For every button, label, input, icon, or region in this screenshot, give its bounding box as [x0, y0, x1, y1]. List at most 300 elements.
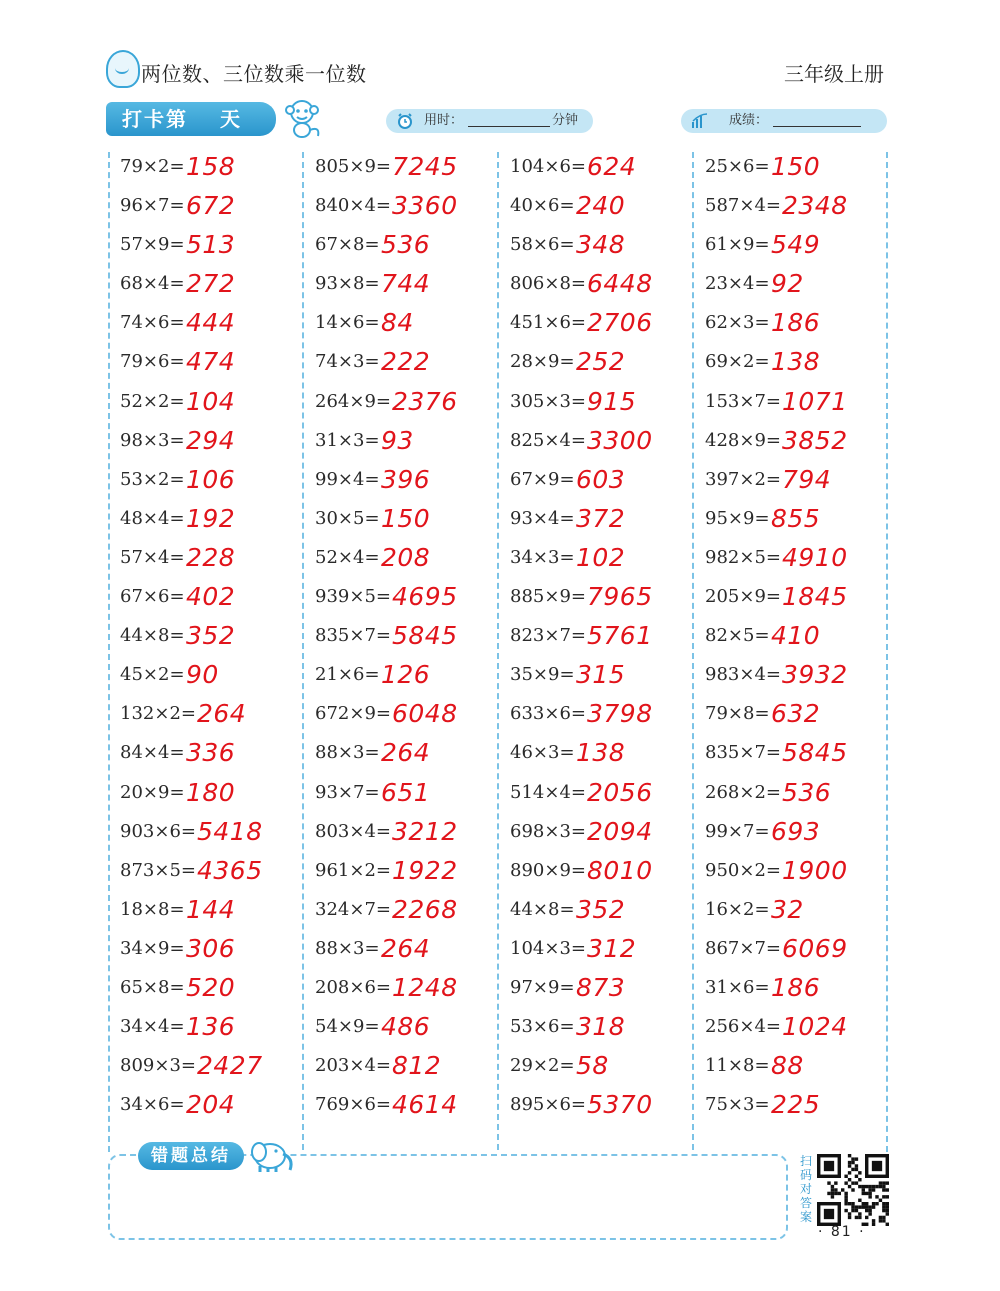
exercise-row — [108, 1051, 298, 1090]
handwritten-answer[interactable]: 264 — [197, 699, 247, 729]
handwritten-answer[interactable]: 294 — [186, 425, 236, 455]
exercise-row — [108, 1090, 298, 1129]
exercise-row — [498, 856, 688, 895]
handwritten-answer[interactable]: 5418 — [197, 816, 263, 846]
equation-text: 96×7= — [120, 195, 185, 217]
handwritten-answer[interactable]: 104 — [186, 386, 236, 416]
exercise-row — [693, 426, 883, 465]
exercise-row — [303, 934, 493, 973]
handwritten-answer[interactable]: 222 — [381, 347, 431, 377]
handwritten-answer[interactable]: 348 — [576, 230, 626, 260]
exercise-row — [693, 152, 883, 191]
exercise-row — [498, 308, 688, 347]
equation-text: 16×2= — [705, 898, 770, 920]
equation-text: 803×4= — [315, 820, 391, 842]
handwritten-answer[interactable]: 402 — [186, 582, 236, 612]
exercise-row — [693, 387, 883, 426]
exercise-row — [498, 543, 688, 582]
mistakes-title: 错题总结 — [138, 1142, 244, 1170]
equation-text: 28×9= — [510, 351, 575, 373]
exercise-row — [498, 230, 688, 269]
exercise-column-4 — [693, 152, 883, 1129]
handwritten-answer[interactable]: 4910 — [782, 542, 848, 572]
equation-text: 93×8= — [315, 273, 380, 295]
exercise-row — [303, 1051, 493, 1090]
exercise-row — [108, 973, 298, 1012]
exercise-row — [498, 387, 688, 426]
exercise-row — [693, 504, 883, 543]
exercise-row — [303, 387, 493, 426]
equation-text: 961×2= — [315, 859, 391, 881]
handwritten-answer[interactable]: 144 — [186, 894, 236, 924]
exercise-row — [303, 895, 493, 934]
exercise-row — [303, 230, 493, 269]
exercise-row — [498, 426, 688, 465]
handwritten-answer[interactable]: 102 — [576, 542, 626, 572]
handwritten-answer[interactable]: 513 — [186, 230, 236, 260]
handwritten-answer[interactable]: 812 — [392, 1051, 442, 1081]
exercise-row — [498, 699, 688, 738]
handwritten-answer[interactable]: 6448 — [587, 269, 653, 299]
exercise-row — [498, 778, 688, 817]
equation-text: 18×8= — [120, 898, 185, 920]
exercise-row — [303, 1012, 493, 1051]
exercise-row — [303, 817, 493, 856]
handwritten-answer[interactable]: 88 — [771, 1051, 804, 1081]
equation-text: 34×3= — [510, 546, 575, 568]
handwritten-answer[interactable]: 794 — [782, 464, 832, 494]
exercise-row — [693, 934, 883, 973]
equation-text: 57×9= — [120, 234, 185, 256]
equation-text: 45×2= — [120, 664, 185, 686]
equation-text: 264×9= — [315, 390, 391, 412]
equation-text: 305×3= — [510, 390, 586, 412]
time-unit: 分钟 — [552, 113, 579, 128]
equation-text: 25×6= — [705, 156, 770, 177]
alarm-clock-icon — [396, 112, 414, 130]
exercise-row — [108, 308, 298, 347]
score-blank-line[interactable] — [773, 126, 861, 127]
handwritten-answer[interactable]: 93 — [381, 425, 414, 455]
equation-text: 268×2= — [705, 781, 781, 803]
handwritten-answer[interactable]: 90 — [186, 660, 219, 690]
exercise-row — [693, 895, 883, 934]
equation-text: 84×4= — [120, 742, 185, 764]
equation-text: 98×3= — [120, 429, 185, 451]
handwritten-answer[interactable]: 208 — [381, 542, 431, 572]
equation-text: 79×8= — [705, 703, 770, 725]
handwritten-answer[interactable]: 6069 — [782, 933, 848, 963]
exercise-row — [693, 817, 883, 856]
handwritten-answer[interactable]: 240 — [576, 191, 626, 221]
exercise-row — [108, 895, 298, 934]
handwritten-answer[interactable]: 7965 — [587, 582, 653, 612]
exercise-row — [108, 191, 298, 230]
equation-text: 30×5= — [315, 507, 380, 529]
handwritten-answer[interactable]: 106 — [186, 464, 236, 494]
equation-text: 939×5= — [315, 586, 391, 608]
handwritten-answer[interactable]: 4365 — [197, 855, 263, 885]
equation-text: 67×9= — [510, 468, 575, 490]
equation-text: 93×4= — [510, 507, 575, 529]
time-field[interactable] — [386, 109, 593, 133]
equation-text: 256×4= — [705, 1016, 781, 1038]
checkin-day-suffix: 天 — [220, 107, 242, 131]
handwritten-answer[interactable]: 228 — [186, 542, 236, 572]
handwritten-answer[interactable]: 204 — [186, 1090, 236, 1120]
equation-text: 40×6= — [510, 195, 575, 217]
exercise-row — [303, 582, 493, 621]
exercise-row — [498, 660, 688, 699]
exercise-row — [693, 621, 883, 660]
time-label: 用时： — [424, 113, 464, 128]
equation-text: 633×6= — [510, 703, 586, 725]
handwritten-answer[interactable]: 744 — [381, 269, 431, 299]
equation-text: 809×3= — [120, 1055, 196, 1077]
equation-text: 35×9= — [510, 664, 575, 686]
handwritten-answer[interactable]: 3300 — [587, 425, 653, 455]
exercise-row — [108, 817, 298, 856]
equation-text: 11×8= — [705, 1055, 770, 1077]
monkey-icon — [280, 96, 324, 140]
exercise-row — [303, 1090, 493, 1129]
handwritten-answer[interactable]: 150 — [771, 152, 821, 181]
equation-text: 983×4= — [705, 664, 781, 686]
equation-text: 34×9= — [120, 937, 185, 959]
equation-text: 20×9= — [120, 781, 185, 803]
score-field[interactable] — [681, 109, 887, 133]
handwritten-answer[interactable]: 486 — [381, 1012, 431, 1042]
equation-text: 823×7= — [510, 625, 586, 647]
handwritten-answer[interactable]: 264 — [381, 933, 431, 963]
checkin-day-prefix: 打卡第 — [122, 107, 188, 131]
handwritten-answer[interactable]: 158 — [186, 152, 236, 181]
exercise-row — [498, 1051, 688, 1090]
equation-text: 58×6= — [510, 234, 575, 256]
page-number: · 81 · — [818, 1224, 866, 1240]
exercise-row — [693, 1090, 883, 1129]
exercise-row — [108, 269, 298, 308]
exercise-row — [303, 543, 493, 582]
handwritten-answer[interactable]: 1922 — [392, 855, 458, 885]
equation-text: 79×6= — [120, 351, 185, 373]
exercise-row — [693, 1012, 883, 1051]
handwritten-answer[interactable]: 32 — [771, 894, 804, 924]
equation-text: 68×4= — [120, 273, 185, 295]
handwritten-answer[interactable]: 92 — [771, 269, 804, 299]
handwritten-answer[interactable]: 2056 — [587, 777, 653, 807]
equation-text: 52×4= — [315, 546, 380, 568]
equation-text: 950×2= — [705, 859, 781, 881]
handwritten-answer[interactable]: 5761 — [587, 621, 653, 651]
exercise-row — [303, 778, 493, 817]
exercise-row — [693, 778, 883, 817]
handwritten-answer[interactable]: 3360 — [392, 191, 458, 221]
handwritten-answer[interactable]: 306 — [186, 933, 236, 963]
handwritten-answer[interactable]: 5370 — [587, 1090, 653, 1120]
equation-text: 903×6= — [120, 820, 196, 842]
handwritten-answer[interactable]: 318 — [576, 1012, 626, 1042]
exercise-row — [498, 817, 688, 856]
page-title: 两位数、三位数乘一位数 — [141, 62, 367, 86]
handwritten-answer[interactable]: 1071 — [782, 386, 848, 416]
equation-text: 93×7= — [315, 781, 380, 803]
equation-text: 867×7= — [705, 937, 781, 959]
exercise-row — [303, 269, 493, 308]
equation-text: 82×5= — [705, 625, 770, 647]
handwritten-answer[interactable]: 272 — [186, 269, 236, 299]
exercise-row — [693, 699, 883, 738]
exercise-column-2 — [303, 152, 493, 1129]
handwritten-answer[interactable]: 603 — [576, 464, 626, 494]
handwritten-answer[interactable]: 873 — [576, 972, 626, 1002]
handwritten-answer[interactable]: 186 — [771, 308, 821, 338]
handwritten-answer[interactable]: 3932 — [782, 660, 848, 690]
equation-text: 67×6= — [120, 586, 185, 608]
handwritten-answer[interactable]: 58 — [576, 1051, 609, 1081]
handwritten-answer[interactable]: 520 — [186, 972, 236, 1002]
equation-text: 74×3= — [315, 351, 380, 373]
handwritten-answer[interactable]: 264 — [381, 738, 431, 768]
equation-text: 79×2= — [120, 156, 185, 177]
equation-text: 428×9= — [705, 429, 781, 451]
equation-text: 61×9= — [705, 234, 770, 256]
equation-text: 57×4= — [120, 546, 185, 568]
exercise-row — [108, 582, 298, 621]
handwritten-answer[interactable]: 138 — [771, 347, 821, 377]
handwritten-answer[interactable]: 8010 — [587, 855, 653, 885]
handwritten-answer[interactable]: 186 — [771, 972, 821, 1002]
header-logo — [106, 50, 140, 88]
handwritten-answer[interactable]: 4614 — [392, 1090, 458, 1120]
handwritten-answer[interactable]: 352 — [576, 894, 626, 924]
handwritten-answer[interactable]: 444 — [186, 308, 236, 338]
equation-text: 203×4= — [315, 1055, 391, 1077]
time-blank-line[interactable] — [468, 126, 550, 127]
handwritten-answer[interactable]: 474 — [186, 347, 236, 377]
equation-text: 982×5= — [705, 546, 781, 568]
handwritten-answer[interactable]: 624 — [587, 152, 637, 181]
handwritten-answer[interactable]: 315 — [576, 660, 626, 690]
equation-text: 65×8= — [120, 976, 185, 998]
handwritten-answer[interactable]: 150 — [381, 503, 431, 533]
handwritten-answer[interactable]: 410 — [771, 621, 821, 651]
handwritten-answer[interactable]: 336 — [186, 738, 236, 768]
exercise-row — [108, 778, 298, 817]
equation-text: 895×6= — [510, 1094, 586, 1116]
exercise-row — [693, 308, 883, 347]
equation-text: 153×7= — [705, 390, 781, 412]
exercise-row — [693, 230, 883, 269]
exercise-row — [498, 895, 688, 934]
exercise-row — [693, 738, 883, 777]
equation-text: 324×7= — [315, 898, 391, 920]
equation-text: 835×7= — [315, 625, 391, 647]
handwritten-answer[interactable]: 536 — [381, 230, 431, 260]
equation-text: 698×3= — [510, 820, 586, 842]
handwritten-answer[interactable]: 549 — [771, 230, 821, 260]
equation-text: 672×9= — [315, 703, 391, 725]
handwritten-answer[interactable]: 312 — [587, 933, 637, 963]
handwritten-answer[interactable]: 651 — [381, 777, 431, 807]
equation-text: 835×7= — [705, 742, 781, 764]
exercise-row — [303, 504, 493, 543]
equation-text: 48×4= — [120, 507, 185, 529]
handwritten-answer[interactable]: 5845 — [392, 621, 458, 651]
exercise-row — [108, 621, 298, 660]
handwritten-answer[interactable]: 672 — [186, 191, 236, 221]
equation-text: 34×6= — [120, 1094, 185, 1116]
handwritten-answer[interactable]: 2376 — [392, 386, 458, 416]
equation-text: 205×9= — [705, 586, 781, 608]
handwritten-answer[interactable]: 5845 — [782, 738, 848, 768]
equation-text: 769×6= — [315, 1094, 391, 1116]
equation-text: 53×6= — [510, 1016, 575, 1038]
equation-text: 88×3= — [315, 937, 380, 959]
equation-text: 451×6= — [510, 312, 586, 334]
handwritten-answer[interactable]: 2094 — [587, 816, 653, 846]
equation-text: 14×6= — [315, 312, 380, 334]
equation-text: 587×4= — [705, 195, 781, 217]
equation-text: 99×7= — [705, 820, 770, 842]
handwritten-answer[interactable]: 3212 — [392, 816, 458, 846]
chart-trend-icon — [691, 112, 709, 130]
handwritten-answer[interactable]: 632 — [771, 699, 821, 729]
exercise-row — [498, 504, 688, 543]
grade-label: 三年级上册 — [784, 62, 884, 86]
handwritten-answer[interactable]: 84 — [381, 308, 414, 338]
handwritten-answer[interactable]: 536 — [782, 777, 832, 807]
handwritten-answer[interactable]: 136 — [186, 1012, 236, 1042]
exercise-row — [108, 660, 298, 699]
exercise-column-3 — [498, 152, 688, 1129]
equation-text: 34×4= — [120, 1016, 185, 1038]
exercise-row — [303, 152, 493, 191]
handwritten-answer[interactable]: 693 — [771, 816, 821, 846]
handwritten-answer[interactable]: 225 — [771, 1090, 821, 1120]
exercise-row — [693, 856, 883, 895]
handwritten-answer[interactable]: 915 — [587, 386, 637, 416]
handwritten-answer[interactable]: 7245 — [392, 152, 458, 181]
exercise-row — [303, 699, 493, 738]
qr-caption: 扫码对答案 — [799, 1154, 812, 1224]
equation-text: 397×2= — [705, 468, 781, 490]
equation-text: 890×9= — [510, 859, 586, 881]
exercise-row — [303, 738, 493, 777]
handwritten-answer[interactable]: 1248 — [392, 972, 458, 1002]
exercise-row — [693, 1051, 883, 1090]
equation-text: 806×8= — [510, 273, 586, 295]
handwritten-answer[interactable]: 192 — [186, 503, 236, 533]
handwritten-answer[interactable]: 855 — [771, 503, 821, 533]
exercise-row — [108, 347, 298, 386]
exercise-row — [693, 660, 883, 699]
exercise-row — [108, 426, 298, 465]
equation-text: 74×6= — [120, 312, 185, 334]
handwritten-answer[interactable]: 126 — [381, 660, 431, 690]
exercise-row — [498, 973, 688, 1012]
equation-text: 104×6= — [510, 156, 586, 177]
exercise-row — [108, 1012, 298, 1051]
score-label: 成绩： — [729, 113, 769, 128]
equation-text: 132×2= — [120, 703, 196, 725]
handwritten-answer[interactable]: 4695 — [392, 582, 458, 612]
equation-text: 840×4= — [315, 195, 391, 217]
exercise-row — [108, 543, 298, 582]
exercise-row — [108, 699, 298, 738]
handwritten-answer[interactable]: 3852 — [782, 425, 848, 455]
handwritten-answer[interactable]: 352 — [186, 621, 236, 651]
exercise-row — [693, 465, 883, 504]
equation-text: 885×9= — [510, 586, 586, 608]
equation-text: 88×3= — [315, 742, 380, 764]
exercise-row — [108, 934, 298, 973]
exercise-row — [498, 191, 688, 230]
exercise-row — [108, 230, 298, 269]
equation-text: 46×3= — [510, 742, 575, 764]
handwritten-answer[interactable]: 2427 — [197, 1051, 263, 1081]
equation-text: 208×6= — [315, 976, 391, 998]
exercise-column-1 — [108, 152, 298, 1129]
exercise-row — [108, 152, 298, 191]
handwritten-answer[interactable]: 1900 — [782, 855, 848, 885]
handwritten-answer[interactable]: 2706 — [587, 308, 653, 338]
handwritten-answer[interactable]: 252 — [576, 347, 626, 377]
equation-text: 67×8= — [315, 234, 380, 256]
equation-text: 44×8= — [120, 625, 185, 647]
exercise-row — [498, 934, 688, 973]
equation-text: 29×2= — [510, 1055, 575, 1077]
exercise-row — [693, 543, 883, 582]
handwritten-answer[interactable]: 3798 — [587, 699, 653, 729]
handwritten-answer[interactable]: 138 — [576, 738, 626, 768]
exercise-row — [303, 191, 493, 230]
elephant-icon — [246, 1136, 296, 1174]
equation-text: 514×4= — [510, 781, 586, 803]
handwritten-answer[interactable]: 1024 — [782, 1012, 848, 1042]
exercise-row — [303, 973, 493, 1012]
handwritten-answer[interactable]: 6048 — [392, 699, 458, 729]
handwritten-answer[interactable]: 396 — [381, 464, 431, 494]
handwritten-answer[interactable]: 2268 — [392, 894, 458, 924]
equation-text: 53×2= — [120, 468, 185, 490]
exercise-row — [303, 465, 493, 504]
equation-text: 54×9= — [315, 1016, 380, 1038]
qr-code-icon[interactable] — [817, 1154, 889, 1226]
exercise-row — [693, 973, 883, 1012]
equation-text: 825×4= — [510, 429, 586, 451]
equation-text: 31×6= — [705, 976, 770, 998]
equation-text: 21×6= — [315, 664, 380, 686]
equation-text: 873×5= — [120, 859, 196, 881]
exercise-row — [498, 582, 688, 621]
handwritten-answer[interactable]: 372 — [576, 503, 626, 533]
equation-text: 23×4= — [705, 273, 770, 295]
handwritten-answer[interactable]: 180 — [186, 777, 236, 807]
handwritten-answer[interactable]: 1845 — [782, 582, 848, 612]
exercise-row — [693, 347, 883, 386]
equation-text: 69×2= — [705, 351, 770, 373]
equation-text: 75×3= — [705, 1094, 770, 1116]
equation-text: 97×9= — [510, 976, 575, 998]
exercise-row — [303, 426, 493, 465]
exercise-row — [693, 269, 883, 308]
handwritten-answer[interactable]: 2348 — [782, 191, 848, 221]
equation-text: 95×9= — [705, 507, 770, 529]
exercise-row — [498, 621, 688, 660]
exercise-row — [303, 621, 493, 660]
exercise-row — [108, 738, 298, 777]
